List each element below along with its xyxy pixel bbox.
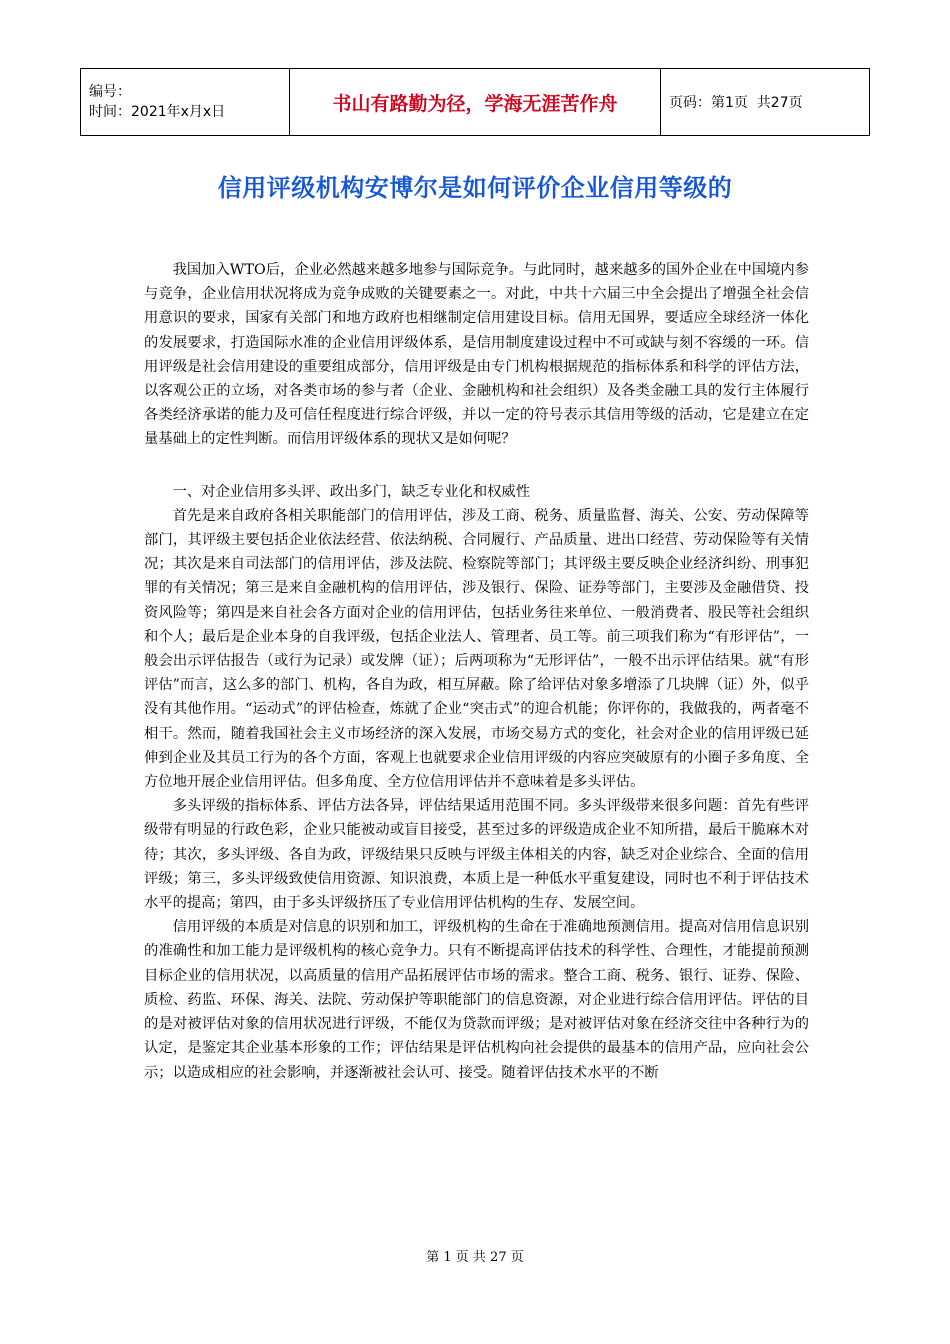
document-body (144, 258, 809, 1085)
document-title: 信用评级机构安博尔是如何评价企业信用等级的 (217, 174, 733, 202)
paragraph: 信用评级的本质是对信息的识别和加工，评级机构的生命在于准确地预测信用。提高对信用信息识别的准确性和加工能力是评级机构的核心竞争力。只有不断提高评估技术的科学性、合理性，才能提前预测目标企业的信用状况，以高质量的信用产品拓展评估市场的需求。整合工商、税务、银行、证券、保险、质检、药监、环保、海关、法院、劳动保护等职能部门的信息资源，对企业进行综合信用评估。评估的目的是对被评估对象的信用状况进行评级，不能仅为贷款而评级；是对被评估对象在经济交往中各种行为的认定，是鉴定其企业基本形象的工作；评估结果是评估机构向社会提供的最基本的信用产品，应向社会公示；以造成相应的社会影响，并逐渐被社会认可、接受。随着评估技术水平的不断 (144, 919, 809, 1081)
paragraph: 首先是来自政府各相关职能部门的信用评估，涉及工商、税务、质量监督、海关、公安、劳动保障等部门，其评级主要包括企业依法经营、依法纳税、合同履行、产品质量、进出口经营、劳动保险等有关情况；其次是来自司法部门的信用评估，涉及法院、检察院等部门；其评级主要反映企业经济纠纷、刑事犯罪的有关情况；第三是来自金融机构的信用评估，涉及银行、保险、证券等部门，主要涉及金融借贷、投资风险等；第四是来自社会各方面对企业的信用评估，包括业务往来单位、一般消费者、股民等社会组织和个人；最后是企业本身的自我评级，包括企业法人、管理者、员工等。前三项我们称为“有形评估”，一般会出示评估报告（或行为记录）或发牌（证）；后两项称为“无形评估”，一般不出示评估结果。就“有形评估”而言，这么多的部门、机构，各自为政，相互屏蔽。除了给评估对象多增添了几块牌（证）外，似乎没有其他作用。“运动式”的评估检查，炼就了企业“突击式”的迎合机能；你评你的，我做我的，两者毫不相干。然而，随着我国社会主义市场经济的深入发展，市场交易方式的变化，社会对企业的信用评级已延伸到企业及其员工行为的各个方面，客观上也就要求企业信用评级的内容应突破原有的小圈子多角度、全方位地开展企业信用评估。但多角度、全方位信用评估并不意味着是多头评估。 (144, 507, 809, 791)
document-number-label: 编号： (89, 84, 131, 100)
header-meta-cell (81, 69, 290, 136)
paragraph: 多头评级的指标体系、评估方法各异，评估结果适用范围不同。多头评级带来很多问题：首先有些评级带有明显的行政色彩，企业只能被动或盲目接受，甚至过多的评级造成企业不知所措，最后干脆麻木对待；其次，多头评级、各自为政，评级结果只反映与评级主体相关的内容，缺乏对企业综合、全面的信用评级；第三，多头评级致使信用资源、知识浪费，本质上是一种低水平重复建设，同时也不利于评估技术水平的提高；第四，由于多头评级挤压了专业信用评估机构的生存、发展空间。 (144, 798, 809, 912)
header-page-info: 页码：第1页 共27页 (669, 95, 803, 111)
header-motto: 书山有路勤为径，学海无涯苦作舟 (290, 69, 661, 136)
section-heading: 一、对企业信用多头评、政出多门，缺乏专业化和权威性 (172, 483, 531, 500)
page-footer (0, 1246, 950, 1265)
header-page-info-cell (661, 69, 870, 136)
header-table (80, 68, 870, 136)
document-date-label: 时间：2021年x月x日 (89, 104, 226, 120)
paragraph-intro: 我国加入WTO后，企业必然越来越多地参与国际竞争。与此同时，越来越多的国外企业在中国境内参与竞争，企业信用状况将成为竞争成败的关键要素之一。对此，中共十六届三中全会提出了增强全社会信用意识的要求，国家有关部门和地方政府也相继制定信用建设目标。信用无国界，要适应全球经济一体化的发展要求，打造国际水准的企业信用评级体系，是信用制度建设过程中不可或缺与刻不容缓的一环。信用评级是社会信用建设的重要组成部分，信用评级是由专门机构根据规范的指标体系和科学的评估方法，以客观公正的立场，对各类市场的参与者（企业、金融机构和社会组织）及各类金融工具的发行主体履行各类经济承诺的能力及可信任程度进行综合评级，并以一定的符号表示其信用等级的活动，它是建立在定量基础上的定性判断。而信用评级体系的现状又是如何呢？ (144, 262, 810, 448)
footer-page-number: 第 1 页 共 27 页 (426, 1250, 524, 1265)
